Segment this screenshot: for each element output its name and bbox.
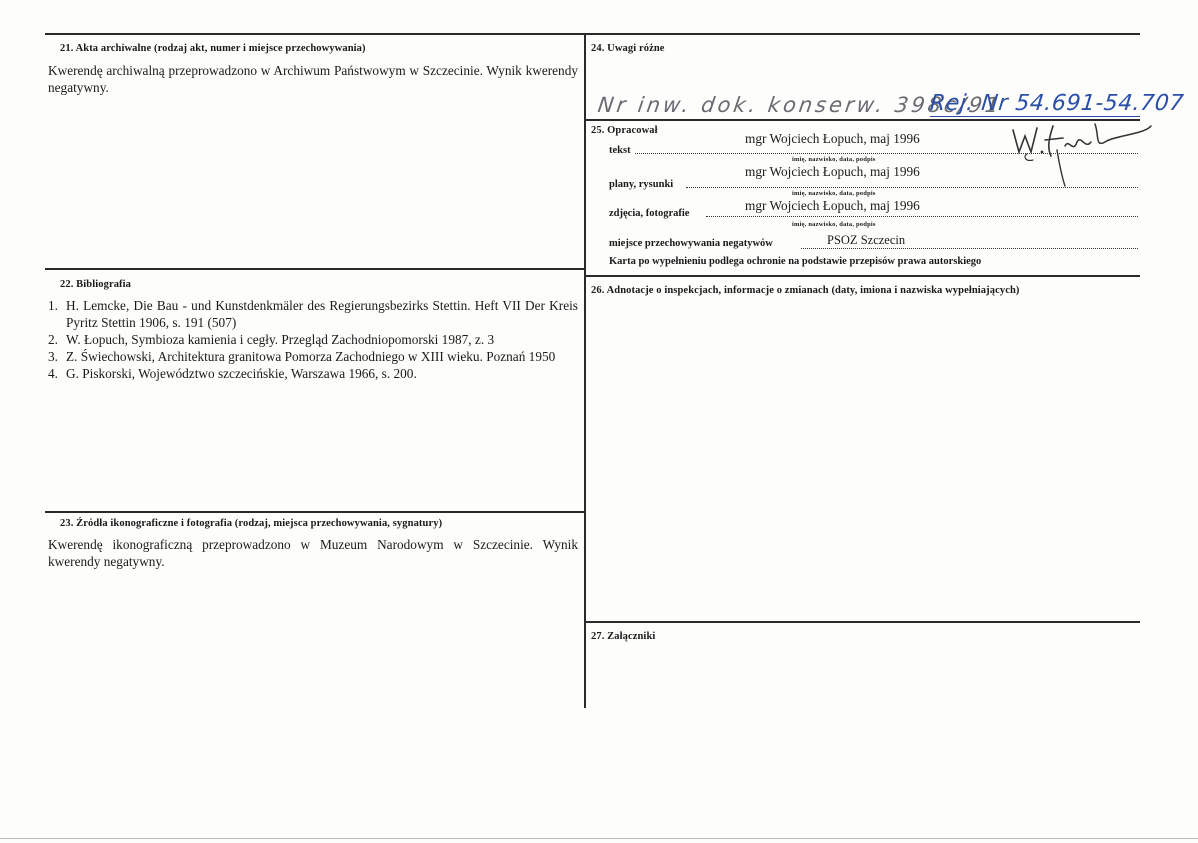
negatywy-dotted-line: [801, 248, 1138, 249]
bibliography-item: [48, 365, 578, 382]
section-26-title: 26. Adnotacje o inspekcjach, informacje o zmianach (daty, imiona i nazwiska wypełniających): [591, 285, 1020, 296]
top-border-left: [45, 33, 584, 35]
section-21-title: 21. Akta archiwalne (rodzaj akt, numer i miejsce przechowywania): [60, 43, 366, 54]
section-22-title: 22. Bibliografia: [60, 279, 132, 290]
section-25-title: 25. Opracował: [591, 125, 658, 136]
bibliography-item: [48, 348, 578, 365]
zdjecia-value: mgr Wojciech Łopuch, maj 1996: [745, 198, 920, 213]
plany-caption: imię, nazwisko, data, podpis: [792, 190, 876, 197]
negatywy-label: miejsce przechowywania negatywów: [609, 238, 773, 249]
bibliography-item-text: Z. Świechowski, Architektura granitowa Pomorza Zachodniego w XIII wieku. Poznań 1950: [66, 349, 556, 364]
divider-21-22: [45, 268, 584, 270]
bottom-edge: [0, 838, 1198, 839]
section-21-text: Kwerendę archiwalną przeprowadzono w Archiwum Państwowym w Szczecinie. Wynik kwerendy negatywny.: [48, 63, 578, 95]
bibliography-item-number: 3.: [48, 349, 58, 364]
tekst-value: mgr Wojciech Łopuch, maj 1996: [745, 131, 920, 146]
divider-26-27: [586, 621, 1140, 623]
handwritten-register-number: Rej. Nr 54.691-54.707: [928, 91, 1186, 116]
section-27-title: 27. Załączniki: [591, 631, 656, 642]
bibliography-list: [48, 297, 578, 382]
negatywy-value: PSOZ Szczecin: [827, 233, 906, 247]
bibliography-item: [48, 297, 578, 331]
bibliography-item-number: 1.: [48, 298, 58, 313]
divider-25-26: [586, 275, 1140, 277]
tekst-label: tekst: [609, 145, 631, 156]
bibliography-item-text: W. Łopuch, Symbioza kamienia i cegły. Przegląd Zachodniopomorski 1987, z. 3: [66, 332, 495, 347]
bibliography-item-number: 2.: [48, 332, 58, 347]
section-23-text: Kwerendę ikonograficzną przeprowadzono w Muzeum Narodowym w Szczecinie. Wynik kwerendy negatywny.: [48, 537, 578, 569]
plany-label: plany, rysunki: [609, 179, 674, 190]
signature-icon: [995, 112, 1155, 190]
bibliography-item-text: G. Piskorski, Województwo szczecińskie, Warszawa 1966, s. 200.: [66, 366, 417, 381]
divider-22-23: [45, 511, 584, 513]
copyright-note: Karta po wypełnieniu podlega ochronie na podstawie przepisów prawa autorskiego: [609, 256, 982, 267]
zdjecia-dotted-line: [706, 216, 1138, 217]
section-23-title: 23. Źródła ikonograficzne i fotografia (rodzaj, miejsca przechowywania, sygnatury): [60, 518, 443, 529]
tekst-caption: imię, nazwisko, data, podpis: [792, 156, 876, 163]
section-24-title: 24. Uwagi różne: [591, 43, 665, 54]
top-border-right: [586, 33, 1140, 35]
bibliography-item: [48, 331, 578, 348]
handwritten-inventory-number: Nr inw. dok. konserw. 398c/91: [596, 93, 1004, 117]
center-divider: [584, 33, 586, 708]
zdjecia-label: zdjęcia, fotografie: [609, 208, 690, 219]
bibliography-item-number: 4.: [48, 366, 58, 381]
plany-value: mgr Wojciech Łopuch, maj 1996: [745, 164, 920, 179]
bibliography-item-text: H. Lemcke, Die Bau - und Kunstdenkmäler des Regierungsbezirks Stettin. Heft VII Der Kreis Pyritz Stettin 1906, s. 191 (507): [66, 298, 578, 330]
zdjecia-caption: imię, nazwisko, data, podpis: [792, 221, 876, 228]
